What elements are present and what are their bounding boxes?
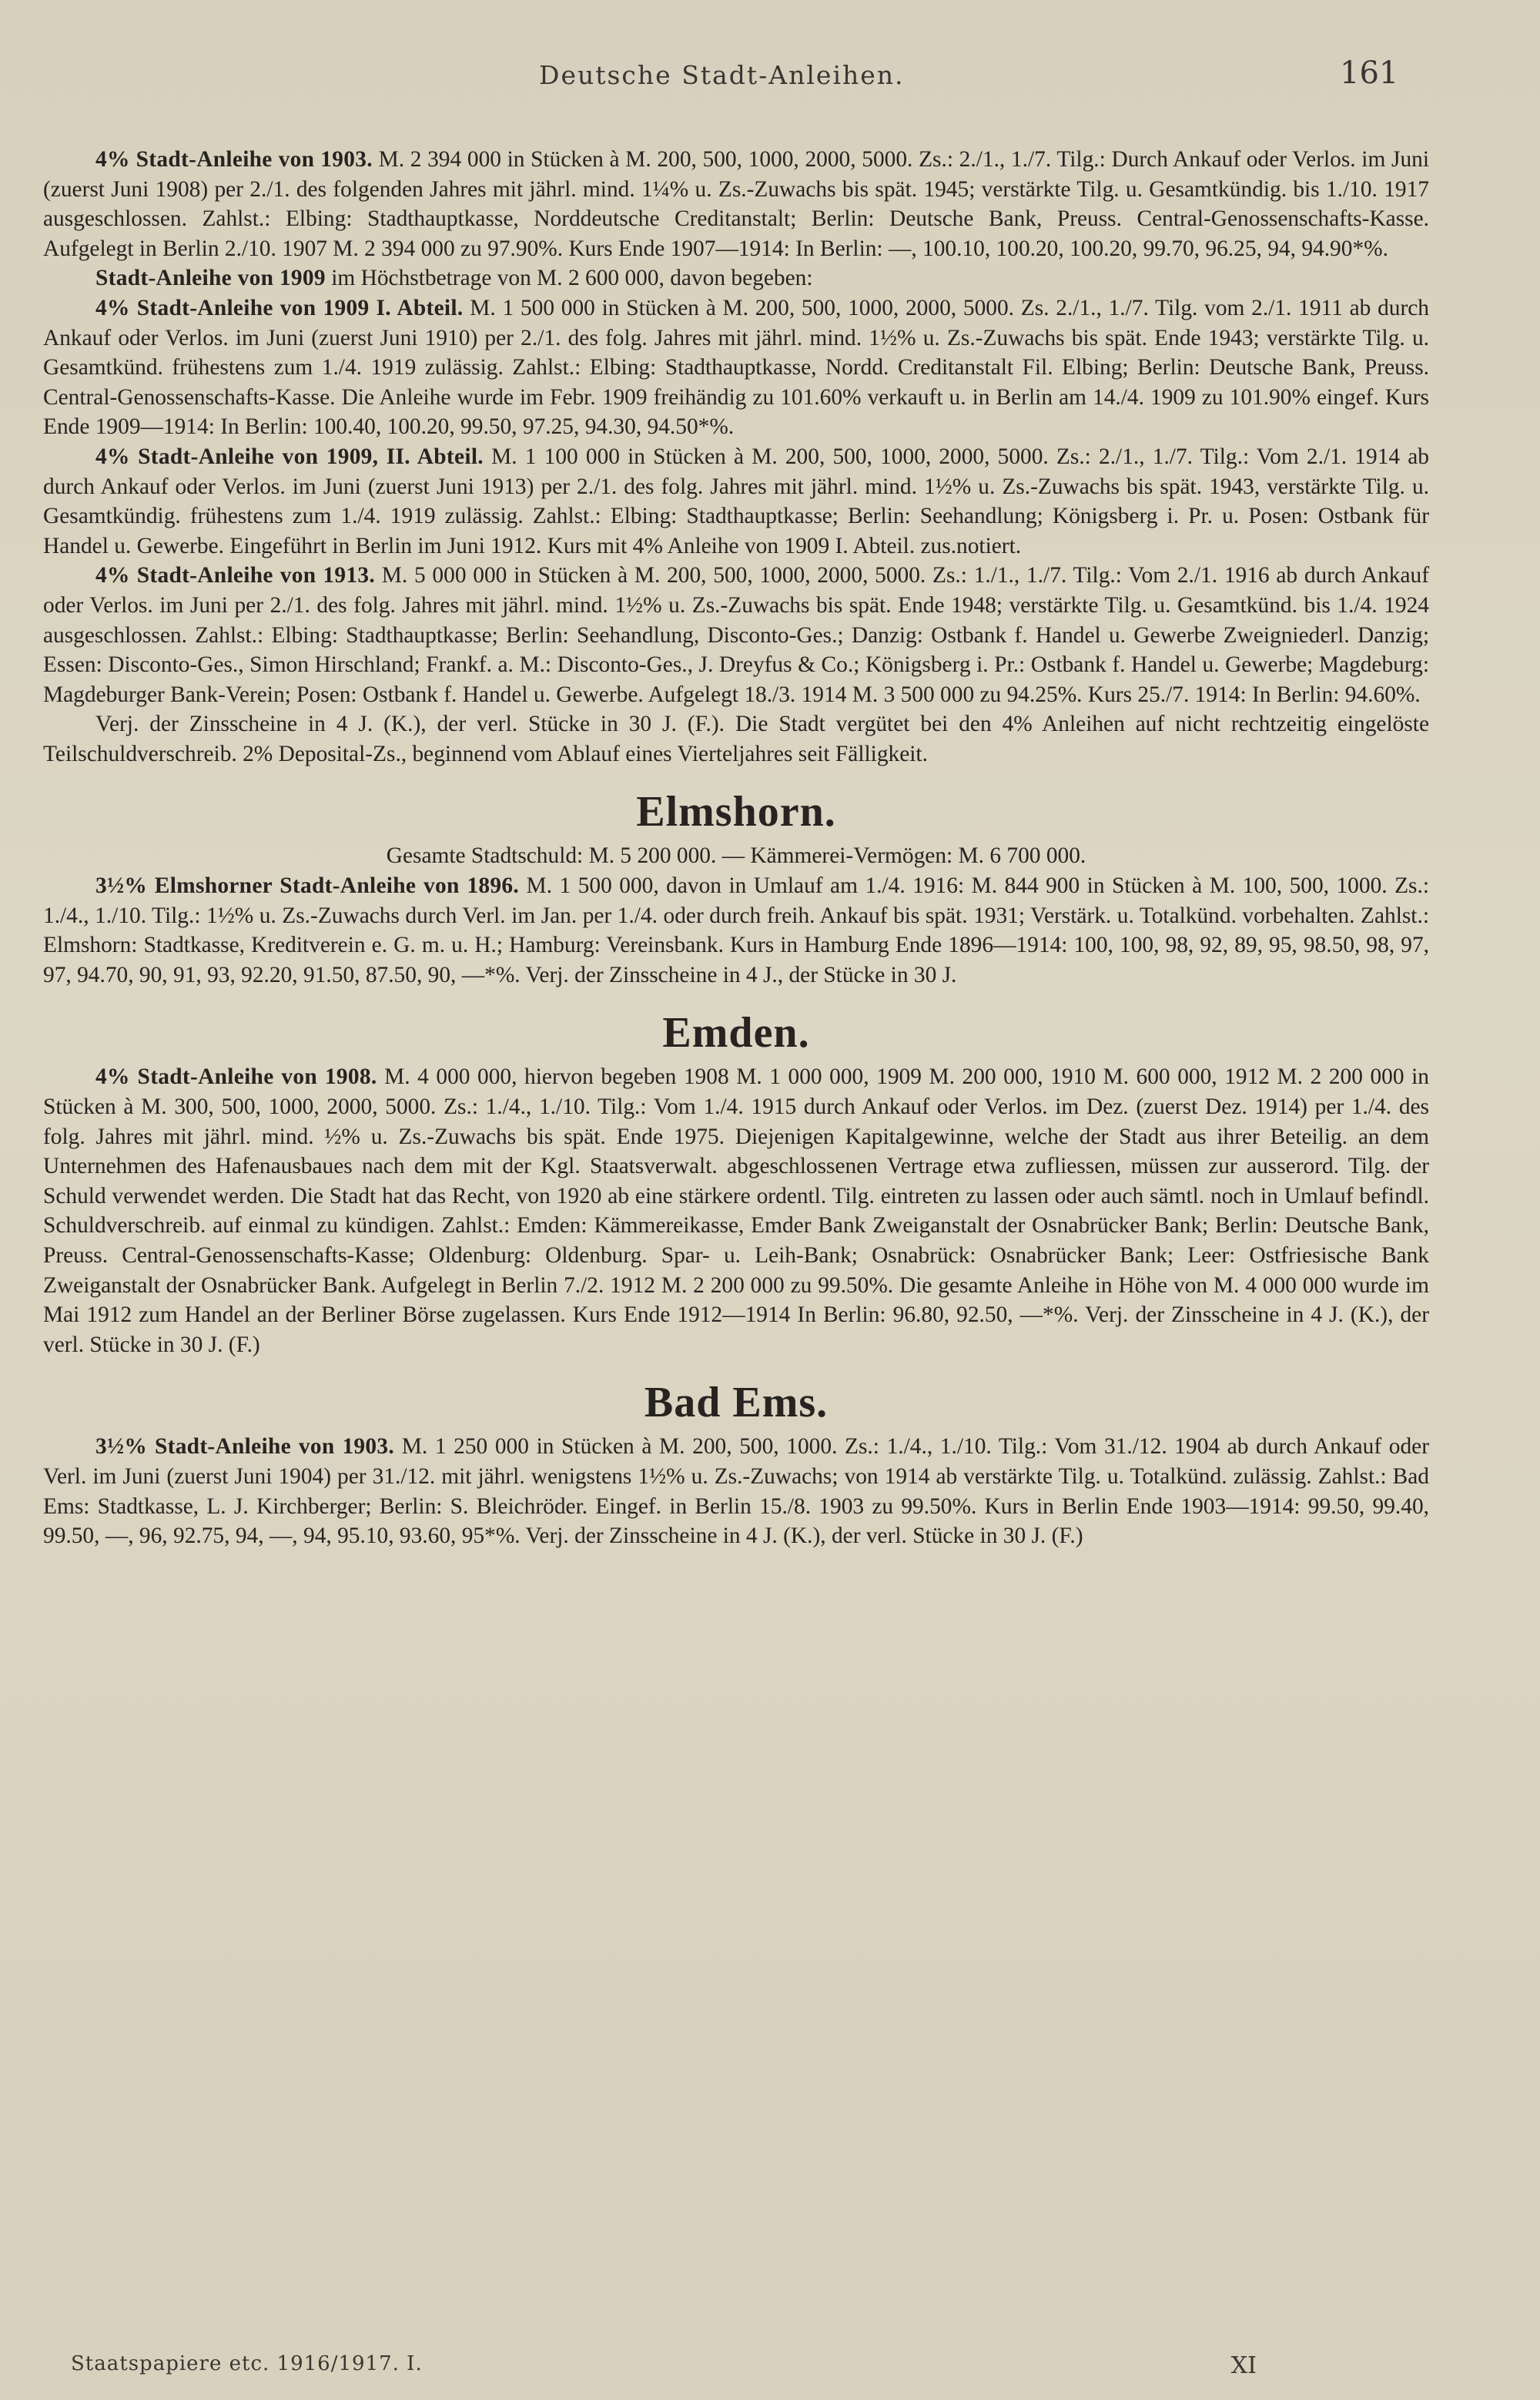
- loan-entry: [43, 1432, 1429, 1550]
- loan-text: M. 1 500 000 in Stücken à M. 200, 500, 1000, 2000, 5000. Zs. 2./1., 1./7. Tilg. vom 2./1. 1911 ab durch Ankauf oder Verlos. im Juni (zuerst Juni 1910) per 2./1. des folg. Jahres mit jährl. mind. 1½% u. Zs.-Zuwachs bis spät. Ende 1943; verstärkte Tilg. u. Gesamtkünd. frühestens zum 1./4. 1919 zulässig. Zahlst.: Elbing: Stadthauptkasse, Nordd. Creditanstalt Fil. Elbing; Berlin: Deutsche Bank, Preuss. Central-Genossenschafts-Kasse. Die Anleihe wurde im Febr. 1909 freihändig zu 101.60% verkauft u. in Berlin am 14./4. 1909 zu 101.90% eingef. Kurs Ende 1909—1914: In Berlin: 100.40, 100.20, 99.50, 97.25, 94.30, 94.50*%.: [43, 295, 1429, 440]
- loan-heading: 4% Stadt-Anleihe von 1909 I. Abteil.: [95, 295, 464, 320]
- loan-entry: [43, 293, 1429, 442]
- loan-text: M. 1 250 000 in Stücken à M. 200, 500, 1000. Zs.: 1./4., 1./10. Tilg.: Vom 31./12. 1904 ab durch Ankauf oder Verl. im Juni (zuerst Juni 1904) per 31./12. mit jährl. wenigstens 1½% u. Zs.-Zuwachs; von 1914 ab verstärkte Tilg. u. Totalkünd. zulässig. Zahlst.: Bad Ems: Stadtkasse, L. J. Kirchberger; Berlin: S. Bleichröder. Eingef. in Berlin 15./8. 1903 zu 99.50%. Kurs in Berlin Ende 1903—1914: 99.50, 99.40, 99.50, —, 96, 92.75, 94, —, 94, 95.10, 93.60, 95*%. Verj. der Zinsscheine in 4 J. (K.), der verl. Stücke in 30 J. (F.): [43, 1434, 1429, 1549]
- page-footer: [71, 2352, 1257, 2386]
- loan-heading: 4% Stadt-Anleihe von 1909, II. Abteil.: [95, 444, 484, 469]
- loan-text: M. 1 500 000, davon in Umlauf am 1./4. 1916: M. 844 900 in Stücken à M. 100, 500, 1000. Zs.: 1./4., 1./10. Tilg.: 1½% u. Zs.-Zuwachs durch Verl. im Jan. per 1./4. oder durch freih. Ankauf bis spät. 1931; Verstärk. u. Totalkünd. vorbehalten. Zahlst.: Elmshorn: Stadtkasse, Kreditverein e. G. m. u. H.; Hamburg: Vereinsbank. Kurs in Hamburg Ende 1896—1914: 100, 100, 98, 92, 89, 95, 98.50, 98, 97, 97, 94.70, 90, 91, 93, 92.20, 91.50, 87.50, 90, —*%. Verj. der Zinsscheine in 4 J., der Stücke in 30 J.: [43, 873, 1429, 987]
- loan-text: M. 5 000 000 in Stücken à M. 200, 500, 1000, 2000, 5000. Zs.: 1./1., 1./7. Tilg.: Vom 2./1. 1916 ab durch Ankauf oder Verlos. im Juni per 2./1. des folg. Jahres mit jährl. mind. 1½% u. Zs.-Zuwachs bis spät. Ende 1948; verstärkte Tilg. u. Gesamtkünd. bis 1./4. 1924 ausgeschlossen. Zahlst.: Elbing: Stadthauptkasse; Berlin: Seehandlung, Disconto-Ges.; Danzig: Ostbank f. Handel u. Gewerbe Zweigniederl. Danzig; Essen: Disconto-Ges., Simon Hirschland; Frankf. a. M.: Disconto-Ges., J. Dreyfus & Co.; Königsberg i. Pr.: Ostbank f. Handel u. Gewerbe; Magdeburg: Magdeburger Bank-Verein; Posen: Ostbank f. Handel u. Gewerbe. Aufgelegt 18./3. 1914 M. 3 500 000 zu 94.25%. Kurs 25./7. 1914: In Berlin: 94.60%.: [43, 563, 1429, 707]
- loan-heading: 3½% Stadt-Anleihe von 1903.: [95, 1434, 395, 1460]
- loan-entry: [43, 561, 1429, 709]
- loan-entry: [43, 145, 1429, 263]
- loan-heading: 3½% Elmshorner Stadt-Anleihe von 1896.: [95, 873, 520, 899]
- running-title: Deutsche Stadt-Anleihen.: [539, 60, 905, 90]
- section-title-bad-ems: Bad Ems.: [644, 1379, 829, 1427]
- section-intro: Gesamte Stadtschuld: M. 5 200 000. — Kämmerei-Vermögen: M. 6 700 000.: [386, 843, 1086, 869]
- loan-heading: 4% Stadt-Anleihe von 1913.: [95, 563, 376, 588]
- loan-text: im Höchstbetrage von M. 2 600 000, davon begeben:: [325, 266, 813, 291]
- loan-heading: 4% Stadt-Anleihe von 1908.: [95, 1064, 377, 1090]
- loan-text: M. 1 100 000 in Stücken à M. 200, 500, 1000, 2000, 5000. Zs.: 2./1., 1./7. Tilg.: Vom 2./1. 1914 ab durch Ankauf oder Verlos. im Juni (zuerst Juni 1913) per 2./1. des folg. Jahres mit jährl. mind. 1½% u. Zs.-Zuwachs bis spät. 1943, verstärkte Tilg. u. Gesamtkündig. frühestens zum 1./4. 1919 zulässig. Zahlst.: Elbing: Stadthauptkasse; Berlin: Seehandlung; Königsberg i. Pr. u. Posen: Ostbank für Handel u. Gewerbe. Eingeführt in Berlin im Juni 1912. Kurs mit 4% Anleihe von 1909 I. Abteil. zus.notiert.: [43, 444, 1429, 558]
- loan-entry: [43, 263, 1429, 293]
- page-header: [0, 55, 1540, 106]
- loan-entry: [43, 442, 1429, 561]
- loan-heading: 4% Stadt-Anleihe von 1903.: [95, 147, 373, 172]
- footer-signature: Staatspapiere etc. 1916/1917. I.: [71, 2352, 423, 2375]
- loan-text: M. 4 000 000, hiervon begeben 1908 M. 1 000 000, 1909 M. 200 000, 1910 M. 600 000, 1912 M. 2 200 000 in Stücken à M. 300, 500, 1000, 2000, 5000. Zs.: 1./4., 1./10. Tilg.: Vom 1./4. 1915 durch Ankauf oder Verlos. im Dez. (zuerst Dez. 1914) per 1./4. des folg. Jahres mit jährl. mind. ½% u. Zs.-Zuwachs bis spät. Ende 1975. Diejenigen Kapitalgewinne, welche der Stadt aus ihrer Beteilig. an dem Unternehmen des Hafenausbaues nach dem mit der Kgl. Staatsverwalt. abgeschlossenen Vertrage etwa zufliessen, müssen zur ausserord. Tilg. der Schuld verwendet werden. Die Stadt hat das Recht, von 1920 ab eine stärkere ordentl. Tilg. eintreten zu lassen oder auch sämtl. noch in Umlauf befindl. Schuldverschreib. auf einmal zu kündigen. Zahlst.: Emden: Kämmereikasse, Emder Bank Zweiganstalt der Osnabrücker Bank; Berlin: Deutsche Bank, Preuss. Central-Genossenschafts-Kasse; Oldenburg: Oldenburg. Spar- u. Leih-Bank; Osnabrück: Osnabrücker Bank; Leer: Ostfriesische Bank Zweiganstalt der Osnabrücker Bank. Aufgelegt in Berlin 7./2. 1912 M. 2 200 000 zu 99.50%. Die gesamte Anleihe in Höhe von M. 4 000 000 wurde im Mai 1912 zum Handel an der Berliner Börse zugelassen. Kurs Ende 1912—1914 In Berlin: 96.80, 92.50, —*%. Verj. der Zinsscheine in 4 J. (K.), der verl. Stücke in 30 J. (F.): [43, 1064, 1429, 1357]
- section-title-elmshorn: Elmshorn.: [636, 788, 836, 836]
- loan-entry: [43, 1062, 1429, 1359]
- footer-sheet-number: XI: [1230, 2352, 1257, 2379]
- page-body: [43, 145, 1429, 1551]
- loan-text: M. 2 394 000 in Stücken à M. 200, 500, 1000, 2000, 5000. Zs.: 2./1., 1./7. Tilg.: Durch Ankauf oder Verlos. im Juni (zuerst Juni 1908) per 2./1. des folgenden Jahres mit jährl. mind. 1¼% u. Zs.-Zuwachs bis spät. 1945; verstärkte Tilg. u. Gesamtkündig. bis 1./10. 1917 ausgeschlossen. Zahlst.: Elbing: Stadthauptkasse, Norddeutsche Creditanstalt; Berlin: Deutsche Bank, Preuss. Central-Genossenschafts-Kasse. Aufgelegt in Berlin 2./10. 1907 M. 2 394 000 zu 97.90%. Kurs Ende 1907—1914: In Berlin: —, 100.10, 100.20, 100.20, 99.70, 96.25, 94, 94.90*%.: [43, 147, 1430, 261]
- note-paragraph: Verj. der Zinsscheine in 4 J. (K.), der verl. Stücke in 30 J. (F.). Die Stadt vergütet bei den 4% Anleihen auf nicht rechtzeitig eingelöste Teilschuldverschreib. 2% Deposital-Zs., beginnend vom Ablauf eines Vierteljahres seit Fälligkeit.: [43, 712, 1429, 766]
- section-title-emden: Emden.: [662, 1009, 810, 1058]
- loan-heading: Stadt-Anleihe von 1909: [95, 266, 326, 291]
- page-number: 161: [1340, 55, 1399, 91]
- loan-entry: [43, 871, 1429, 990]
